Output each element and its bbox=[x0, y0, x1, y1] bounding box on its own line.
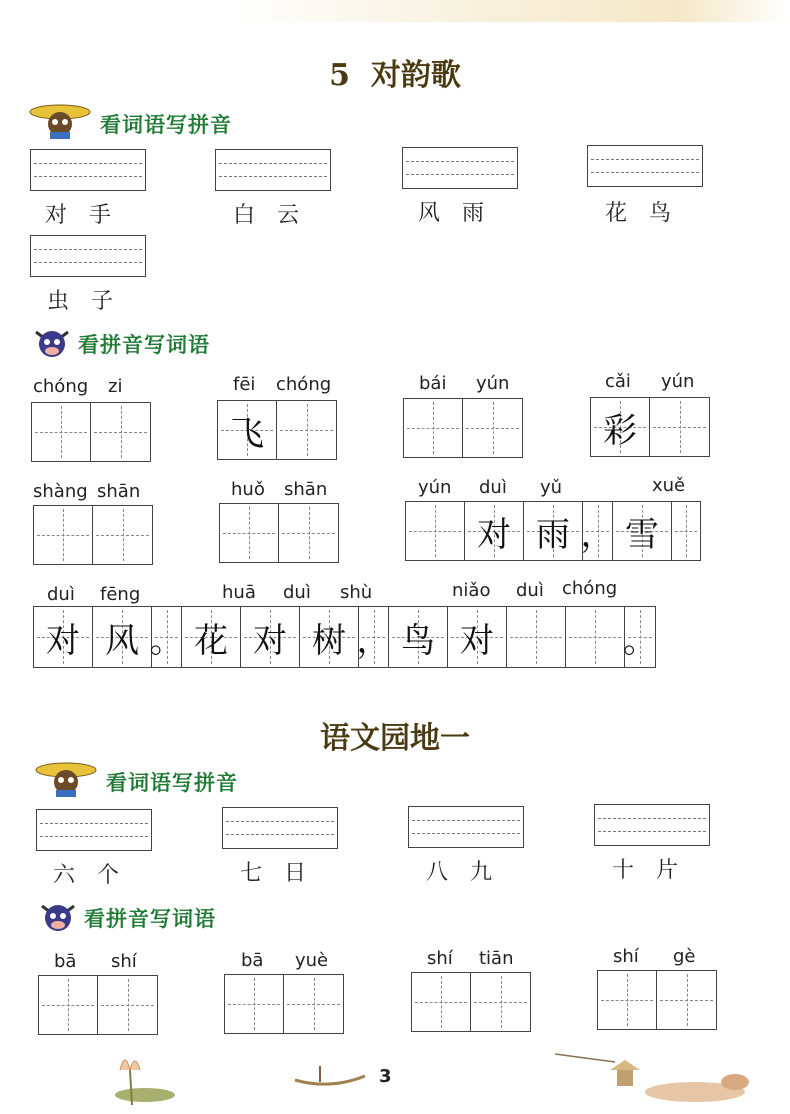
pinyin-text: shí bbox=[427, 948, 453, 969]
char-cell[interactable]: 对 bbox=[465, 502, 524, 560]
char-grid[interactable] bbox=[31, 402, 151, 462]
pinyin-text: chóng bbox=[276, 374, 332, 395]
char-cell[interactable] bbox=[672, 502, 700, 560]
page-number: 3 bbox=[379, 1066, 392, 1087]
char-cell[interactable] bbox=[412, 973, 471, 1031]
pinyin-text: shí bbox=[111, 951, 137, 972]
lotus-decoration-icon bbox=[90, 1050, 180, 1110]
sentence-grid[interactable] bbox=[33, 606, 656, 668]
pinyin-text: shān bbox=[97, 481, 141, 502]
char-cell[interactable] bbox=[225, 975, 284, 1033]
section1-title: 看词语写拼音 bbox=[100, 113, 232, 137]
garden-title: 语文园地一 bbox=[320, 721, 470, 756]
char-cell[interactable]: 对 bbox=[448, 607, 507, 667]
char-cell[interactable] bbox=[566, 607, 625, 667]
char-cell[interactable]: 雪 bbox=[613, 502, 672, 560]
word-label: 白 云 bbox=[233, 203, 300, 228]
char-cell[interactable]: 飞 bbox=[218, 401, 277, 459]
pinyin-text: bā bbox=[54, 951, 77, 972]
pinyin-text: yún bbox=[476, 373, 510, 394]
char-cell[interactable] bbox=[32, 403, 91, 461]
char-grid[interactable] bbox=[411, 972, 531, 1032]
char-cell[interactable] bbox=[220, 504, 279, 562]
pinyin-text: fēi bbox=[233, 374, 256, 395]
pinyin-box[interactable] bbox=[587, 145, 703, 187]
char-cell[interactable] bbox=[277, 401, 336, 459]
word-label: 风 雨 bbox=[418, 201, 485, 226]
pinyin-text: shān bbox=[284, 479, 328, 500]
char-cell[interactable]: 鸟 bbox=[389, 607, 448, 667]
section3-title: 看词语写拼音 bbox=[106, 771, 238, 795]
pinyin-text: bā bbox=[241, 950, 264, 971]
pinyin-box[interactable] bbox=[594, 804, 710, 846]
char-cell[interactable]: 树 bbox=[300, 607, 359, 667]
pinyin-text: duì bbox=[516, 580, 544, 601]
pinyin-text: niǎo bbox=[452, 580, 491, 601]
pinyin-text: yún bbox=[418, 477, 452, 498]
char-cell[interactable] bbox=[406, 502, 465, 560]
char-cell[interactable]: 。 bbox=[625, 607, 655, 667]
pinyin-box[interactable] bbox=[36, 809, 152, 851]
pinyin-text: fēng bbox=[100, 584, 141, 605]
char-cell[interactable] bbox=[404, 399, 463, 457]
pinyin-text: shù bbox=[340, 582, 373, 603]
char-cell[interactable]: 对 bbox=[34, 607, 93, 667]
char-cell[interactable] bbox=[98, 976, 157, 1034]
char-cell[interactable] bbox=[463, 399, 522, 457]
word-label: 对 手 bbox=[45, 203, 112, 228]
mascot-hat-icon bbox=[28, 100, 92, 140]
pinyin-text: shàng bbox=[33, 481, 88, 502]
pinyin-text: shí bbox=[613, 946, 639, 967]
word-label: 花 鸟 bbox=[605, 201, 672, 226]
pinyin-text: chóng bbox=[33, 376, 89, 397]
pinyin-box[interactable] bbox=[30, 149, 146, 191]
char-cell[interactable]: 雨 bbox=[524, 502, 583, 560]
word-label: 七 日 bbox=[240, 861, 307, 886]
pinyin-text: duì bbox=[283, 582, 311, 603]
boat-decoration-icon bbox=[290, 1062, 370, 1092]
char-cell[interactable]: ， bbox=[359, 607, 389, 667]
char-cell[interactable] bbox=[279, 504, 338, 562]
section4-title: 看拼音写词语 bbox=[84, 907, 216, 931]
mascot-hat-icon bbox=[34, 758, 98, 798]
char-cell[interactable] bbox=[284, 975, 343, 1033]
word-label: 十 片 bbox=[612, 858, 679, 883]
pinyin-text: huā bbox=[222, 582, 256, 603]
char-cell[interactable] bbox=[471, 973, 530, 1031]
section2-title: 看拼音写词语 bbox=[78, 333, 210, 357]
char-cell[interactable]: 花 bbox=[182, 607, 241, 667]
char-grid[interactable] bbox=[217, 400, 337, 460]
pinyin-box[interactable] bbox=[215, 149, 331, 191]
char-cell[interactable] bbox=[91, 403, 150, 461]
pinyin-text: chóng bbox=[562, 578, 618, 599]
char-cell[interactable]: 风 bbox=[93, 607, 152, 667]
char-cell[interactable] bbox=[93, 506, 152, 564]
char-grid[interactable] bbox=[590, 397, 710, 457]
pinyin-text: duì bbox=[479, 477, 507, 498]
word-label: 六 个 bbox=[53, 863, 120, 888]
mascot-bull-icon bbox=[36, 896, 80, 936]
char-cell[interactable] bbox=[657, 971, 716, 1029]
pinyin-text: zi bbox=[108, 376, 123, 397]
lesson-title: 5 对韵歌 bbox=[329, 58, 461, 93]
char-cell[interactable] bbox=[34, 506, 93, 564]
char-grid[interactable] bbox=[38, 975, 158, 1035]
fisherman-decoration-icon bbox=[555, 1040, 755, 1110]
char-cell[interactable] bbox=[39, 976, 98, 1034]
pinyin-text: xuě bbox=[652, 475, 686, 496]
pinyin-text: cǎi bbox=[605, 371, 631, 392]
char-cell[interactable] bbox=[650, 398, 709, 456]
pinyin-text: gè bbox=[673, 946, 696, 967]
top-decoration bbox=[230, 0, 790, 22]
char-cell[interactable] bbox=[598, 971, 657, 1029]
pinyin-text: yún bbox=[661, 371, 695, 392]
pinyin-box[interactable] bbox=[408, 806, 524, 848]
char-cell[interactable]: 。 bbox=[152, 607, 182, 667]
pinyin-text: huǒ bbox=[231, 479, 265, 500]
char-grid[interactable] bbox=[403, 398, 523, 458]
pinyin-text: tiān bbox=[479, 948, 514, 969]
char-cell[interactable]: 彩 bbox=[591, 398, 650, 456]
char-grid[interactable] bbox=[33, 505, 153, 565]
mascot-bull-icon bbox=[30, 322, 74, 362]
pinyin-box[interactable] bbox=[402, 147, 518, 189]
char-cell[interactable]: ， bbox=[583, 502, 613, 560]
word-label: 虫 子 bbox=[47, 289, 114, 314]
pinyin-text: yuè bbox=[295, 950, 329, 971]
pinyin-text: duì bbox=[47, 584, 75, 605]
char-cell[interactable]: 对 bbox=[241, 607, 300, 667]
pinyin-text: bái bbox=[419, 373, 447, 394]
word-label: 八 九 bbox=[426, 860, 493, 885]
pinyin-box[interactable] bbox=[222, 807, 338, 849]
pinyin-box[interactable] bbox=[30, 235, 146, 277]
char-grid[interactable] bbox=[219, 503, 339, 563]
char-cell[interactable] bbox=[507, 607, 566, 667]
char-grid[interactable] bbox=[597, 970, 717, 1030]
pinyin-text: yǔ bbox=[540, 477, 563, 498]
sentence-grid[interactable] bbox=[405, 501, 701, 561]
char-grid[interactable] bbox=[224, 974, 344, 1034]
